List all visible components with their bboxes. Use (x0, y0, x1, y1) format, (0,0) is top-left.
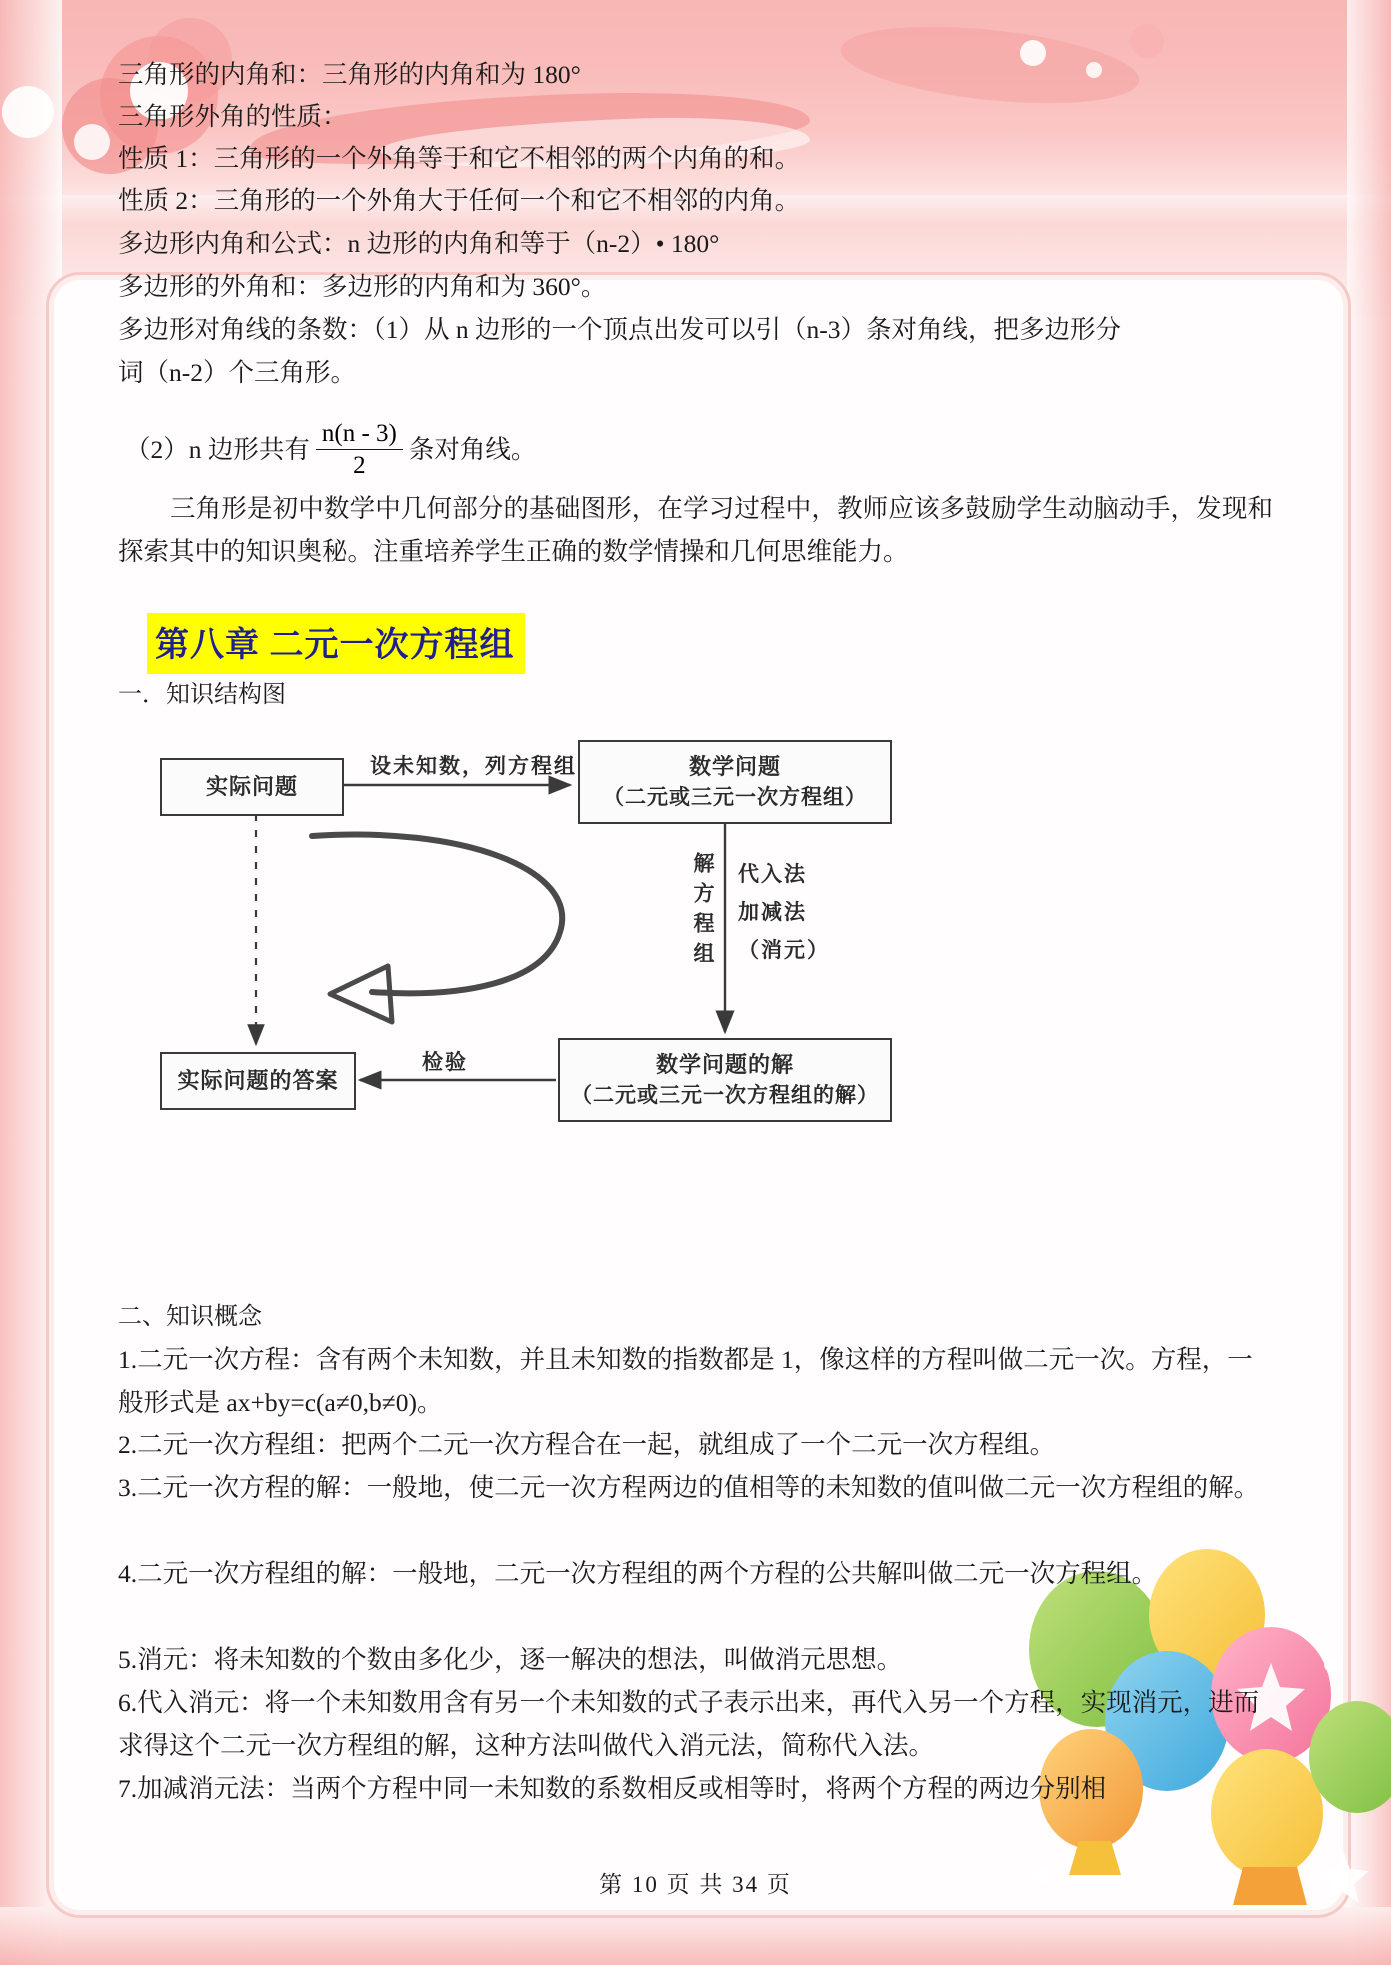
diagonal-count-formula (125, 420, 536, 480)
text-line: 性质 1：三角形的一个外角等于和它不相邻的两个内角的和。 (118, 144, 801, 173)
flow-label-top-arrow: 设未知数，列方程组 (370, 754, 577, 778)
text-line: 性质 2：三角形的一个外角大于任何一个和它不相邻的内角。 (118, 186, 801, 215)
concept-item: 1.二元一次方程：含有两个未知数，并且未知数的指数都是 1，像这样的方程叫做二元一次。方程，一般形式是 ax+by=c(a≠0,b≠0)。 (118, 1345, 1253, 1417)
concept-item: 5.消元：将未知数的个数由多化少，逐一解决的想法，叫做消元思想。 (118, 1645, 903, 1674)
diagonal-rule-line-1: 多边形对角线的条数：（1）从 n 边形的一个顶点出发可以引（n-3）条对角线，把多边形分 (118, 315, 1121, 344)
flowchart-connectors (160, 740, 1020, 1130)
flow-label-solve-equations: 解方程组 (691, 852, 715, 972)
chapter-heading: 第八章 二元一次方程组 (147, 613, 525, 674)
text-line: 多边形的外角和：多边形的内角和为 360°。 (118, 272, 607, 301)
concept-item: 7.加减消元法：当两个方程中同一未知数的系数相反或相等时，将两个方程的两边分别相 (118, 1774, 1107, 1803)
formula-prefix: （2）n 边形共有 (125, 435, 310, 465)
flow-box-label: 实际问题的答案 (177, 1068, 339, 1093)
concept-item: 2.二元一次方程组：把两个二元一次方程合在一起，就组成了一个二元一次方程组。 (118, 1430, 1056, 1459)
flow-label-substitution-method: 代入法 (738, 862, 807, 886)
flow-label-elimination-method: 加减法 (738, 900, 807, 924)
diagonal-rule-line-2: 词（n-2）个三角形。 (118, 358, 356, 387)
flow-label-verify: 检验 (422, 1050, 468, 1074)
flow-label-eliminate: （消元） (738, 938, 830, 962)
fraction-numerator: n(n - 3) (316, 420, 403, 450)
flow-box-label-line1: 数学问题的解 (655, 1052, 794, 1077)
concept-item: 4.二元一次方程组的解：一般地，二元一次方程组的两个方程的公共解叫做二元一次方程组。 (118, 1559, 1158, 1588)
fraction (316, 420, 403, 480)
knowledge-structure-flowchart (160, 740, 1020, 1130)
summary-paragraph: 三角形是初中数学中几何部分的基础图形，在学习过程中，教师应该多鼓励学生动脑动手，发现和探索其中的知识奥秘。注重培养学生正确的数学情操和几何思维能力。 (118, 494, 1273, 566)
flow-box-label-line2: （二元或三元一次方程组） (603, 785, 867, 809)
text-line: 三角形外角的性质： (118, 102, 348, 131)
text-line: 三角形的内角和：三角形的内角和为 180° (118, 60, 581, 89)
text-line: 多边形内角和公式：n 边形的内角和等于（n-2）• 180° (118, 229, 720, 258)
section-two-title: 二、知识概念 (118, 1304, 262, 1330)
fraction-denominator: 2 (353, 452, 366, 479)
concept-item: 3.二元一次方程的解：一般地，使二元一次方程两边的值相等的未知数的值叫做二元一次方程组的解。 (118, 1473, 1260, 1502)
concept-item: 6.代入消元：将一个未知数用含有另一个未知数的式子表示出来，再代入另一个方程，实现消元，进而求得这个二元一次方程组的解，这种方法叫做代入消元法，简称代入法。 (118, 1688, 1260, 1760)
formula-suffix: 条对角线。 (408, 435, 537, 465)
flow-box-label-line1: 数学问题 (688, 754, 781, 779)
page-footer: 第 10 页 共 34 页 (599, 1872, 792, 1897)
flow-box-label: 实际问题 (205, 774, 298, 799)
flow-box-label-line2: （二元或三元一次方程组的解） (571, 1083, 879, 1107)
section-one-title: 一．知识结构图 (118, 682, 286, 708)
